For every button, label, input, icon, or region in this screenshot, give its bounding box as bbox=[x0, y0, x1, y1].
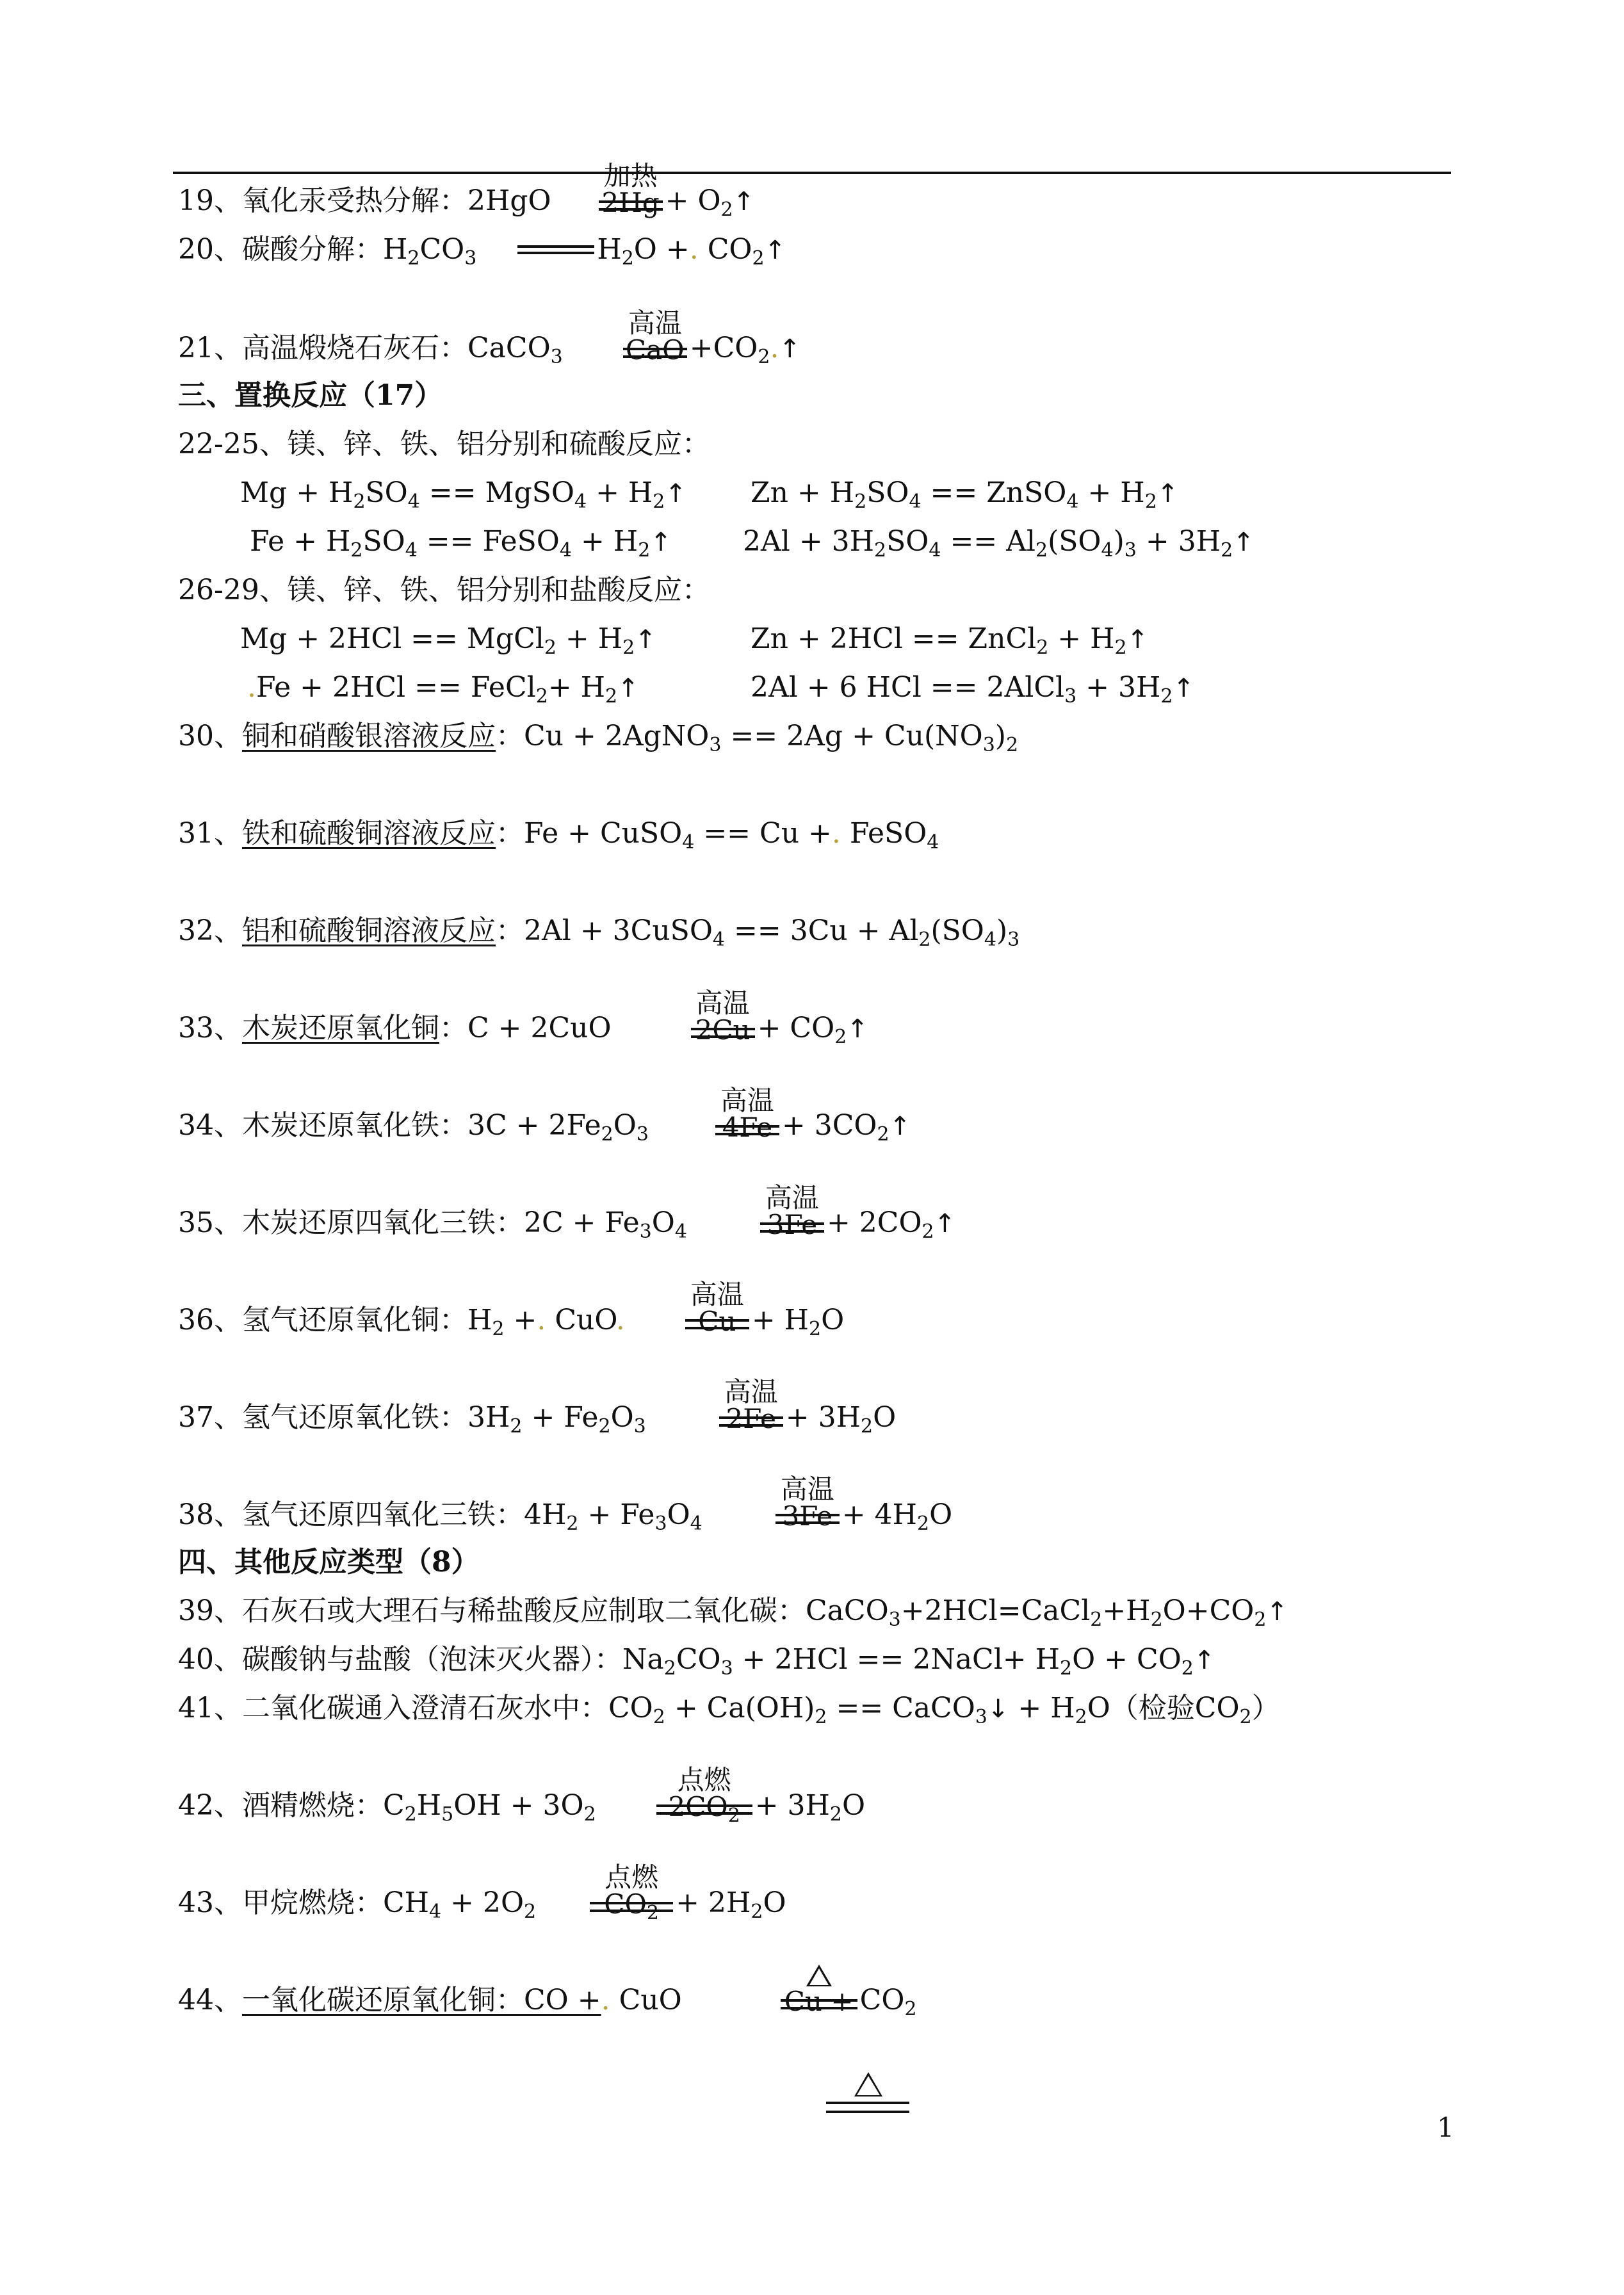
up-arrow-icon: ↑ bbox=[934, 1209, 956, 1238]
up-arrow-icon: ↑ bbox=[635, 625, 656, 654]
reaction-name: 铜和硝酸银溶液反应 bbox=[242, 720, 496, 752]
up-arrow-icon: ↑ bbox=[1173, 674, 1194, 703]
reaction-name: 二氧化碳通入澄清石灰水中： bbox=[242, 1692, 608, 1724]
reaction-29: 2Al + 6 HCl == 2AlCl$_3$ + $3H_2↑$ bbox=[751, 671, 1194, 708]
reaction-name: 氢气还原四氧化三铁： bbox=[242, 1498, 524, 1531]
reaction-name: 甲烷燃烧： bbox=[242, 1886, 383, 1919]
reaction-31: 31、铁和硫酸铜溶液反应：Fe + CuSO$_4$ == Cu +. FeSO$_4$ bbox=[178, 817, 939, 854]
condition-label: 点燃 bbox=[677, 1764, 731, 1796]
reaction-name: 氢气还原氧化铁： bbox=[242, 1401, 467, 1434]
reaction-20: 20、碳酸分解：$H_2CO_3$ $H_2O$ +. $CO_2↑$ bbox=[178, 231, 786, 269]
up-arrow-icon: ↑ bbox=[1126, 625, 1149, 654]
up-arrow-icon: ↑ bbox=[650, 528, 672, 557]
reaction-name: 木炭还原四氧化三铁： bbox=[242, 1206, 524, 1239]
reaction-name: 铁和硫酸铜溶液反应 bbox=[242, 817, 496, 850]
section-heading-4: 四、其他反应类型（8） bbox=[178, 1546, 480, 1578]
reaction-26: Mg + 2HCl == MgCl$_2$ + $H_2↑$ bbox=[240, 622, 656, 659]
condition-label: 高温 bbox=[720, 1085, 774, 1116]
reaction-32: 32、铝和硫酸铜溶液反应：2Al + 3CuSO$_4$ == $3Cu + Al_2(SO_4)_3$ bbox=[178, 914, 1020, 951]
up-arrow-icon: ↑ bbox=[617, 674, 639, 703]
reaction-name: 碳酸分解： bbox=[242, 233, 383, 266]
condition-equals: 点燃 $2CO_2$ bbox=[656, 1787, 752, 1825]
up-arrow-icon: ↑ bbox=[665, 479, 686, 508]
product-hg: 2Hg bbox=[601, 187, 660, 218]
reaction-34: 34、木炭还原氧化铁：$3C + 2Fe_2O_3$ 高温 4Fe + $3CO_2↑$ bbox=[178, 1085, 911, 1146]
reaction-25: $2Al + 3H_2SO_4 == Al_2(SO_4)_3$ + $3H_2↑$ bbox=[743, 525, 1255, 562]
down-arrow-icon: ↓ bbox=[987, 1694, 1009, 1724]
reaction-name-underlined: 一氧化碳还原氧化铜：CO + bbox=[242, 1984, 601, 2016]
up-arrow-icon: ↑ bbox=[1193, 1646, 1215, 1675]
reaction-24: $Fe + H_2SO_4$ == FeSO$_4$ + $H_2↑$ bbox=[250, 525, 672, 562]
condition-equals: 高温 Cu bbox=[685, 1301, 749, 1340]
up-arrow-icon: ↑ bbox=[1233, 528, 1255, 557]
reaction-name: 碳酸钠与盐酸（泡沫灭火器）： bbox=[242, 1643, 622, 1676]
section-heading-3: 三、置换反应（17） bbox=[178, 379, 443, 412]
reaction-35: 35、木炭还原四氧化三铁：$2C + Fe_3O_4$ 高温 3Fe + $2CO_2↑$ bbox=[178, 1182, 956, 1243]
up-arrow-icon: ↑ bbox=[764, 236, 786, 265]
reaction-name: 石灰石或大理石与稀盐酸反应制取二氧化碳： bbox=[242, 1594, 806, 1627]
reaction-name: 氢气还原氧化铜： bbox=[242, 1304, 467, 1336]
condition-label: 高温 bbox=[695, 987, 750, 1019]
reaction-name: 铝和硫酸铜溶液反应 bbox=[242, 914, 496, 947]
condition-equals bbox=[517, 231, 594, 270]
up-arrow-icon: ↑ bbox=[733, 187, 755, 216]
reaction-39: 39、石灰石或大理石与稀盐酸反应制取二氧化碳：$CaCO_3+2HCl=CaCl_2+H_2O+CO_2↑$ bbox=[178, 1594, 1288, 1631]
reaction-38: 38、氢气还原四氧化三铁：$4H_2 + Fe_3O_4$ 高温 3Fe + $4H_2O$ bbox=[178, 1473, 953, 1535]
reaction-33: 33、木炭还原氧化铜：C + 2CuO 高温 2Cu + $CO_2↑$ bbox=[178, 987, 868, 1048]
reaction-36: 36、氢气还原氧化铜：$H_2$ +. CuO. 高温 Cu + $H_2O$ bbox=[178, 1279, 845, 1340]
up-arrow-icon: ↑ bbox=[847, 1014, 868, 1044]
header-rule bbox=[173, 172, 1451, 174]
heat-condition-symbol bbox=[826, 2072, 909, 2123]
group-26-29-title: 26-29、镁、锌、铁、铝分别和盐酸反应： bbox=[178, 574, 710, 606]
reaction-40: 40、碳酸钠与盐酸（泡沫灭火器）：$Na_2CO_3 + 2HCl$ == 2NaCl+ $H_2O$ + $CO_2↑$ bbox=[178, 1643, 1215, 1680]
condition-label: 加热 bbox=[603, 160, 658, 191]
reaction-name: 木炭还原氧化铁： bbox=[242, 1109, 467, 1142]
group-22-25-title: 22-25、镁、锌、铁、铝分别和硫酸反应： bbox=[178, 428, 710, 460]
condition-label: 点燃 bbox=[605, 1861, 659, 1893]
reaction-43: 43、甲烷燃烧：$CH_4 + 2O_2$ 点燃 $CO_2$ + $2H_2O$ bbox=[178, 1861, 786, 1924]
condition-label: 高温 bbox=[628, 307, 682, 339]
condition-label: 高温 bbox=[765, 1182, 819, 1213]
condition-equals: 高温 CaO bbox=[623, 330, 687, 368]
up-arrow-icon: ↑ bbox=[1157, 479, 1179, 508]
reaction-30: 30、铜和硝酸银溶液反应：Cu + 2AgNO$_3$ == $2Ag + Cu(NO_3)_2$ bbox=[178, 720, 1019, 756]
up-arrow-icon: ↑ bbox=[779, 334, 800, 364]
reaction-37: 37、氢气还原氧化铁：$3H_2 + Fe_2O_3$ 高温 2Fe + $3H_2O$ bbox=[178, 1376, 897, 1438]
reaction-42: 42、酒精燃烧：$C_2H_5OH + 3O_2$ 点燃 $2CO_2$ + $3H_2O$ bbox=[178, 1764, 866, 1827]
reaction-27: Zn + 2HCl == ZnCl$_2$ + $H_2↑$ bbox=[751, 622, 1149, 659]
condition-equals: 高温 2Cu bbox=[691, 1010, 755, 1048]
reaction-28: .Fe + 2HCl == FeCl$_2$+ $H_2↑$ bbox=[247, 671, 639, 708]
condition-equals: 点燃 $CO_2$ bbox=[590, 1884, 673, 1922]
condition-label: 高温 bbox=[690, 1279, 744, 1310]
condition-equals bbox=[599, 160, 663, 221]
reaction-name: 氧化汞受热分解： bbox=[242, 184, 467, 217]
up-arrow-icon: ↑ bbox=[1266, 1597, 1288, 1626]
reaction-name: 木炭还原氧化铜 bbox=[242, 1012, 439, 1044]
reaction-23: $Zn + H_2SO_4$ == ZnSO$_4$ + $H_2↑$ bbox=[751, 476, 1179, 513]
condition-equals: 高温 3Fe bbox=[760, 1204, 824, 1243]
reaction-19: 19、氧化汞受热分解：2HgO 加热 2Hg + $O_2↑$ bbox=[178, 160, 755, 221]
products: + O bbox=[665, 184, 721, 217]
up-arrow-icon: ↑ bbox=[889, 1112, 911, 1141]
reaction-name: 高温煅烧石灰石： bbox=[242, 332, 467, 364]
page-number: 1 bbox=[1437, 2112, 1454, 2143]
reactants: 2HgO bbox=[467, 184, 551, 217]
reaction-41: 41、二氧化碳通入澄清石灰水中：$CO_2 + Ca(OH)_2$ == CaCO$_3$↓ + $H_2O$（检验$CO_2$） bbox=[178, 1692, 1280, 1728]
condition-equals: 高温 3Fe bbox=[775, 1496, 840, 1534]
reaction-name: 酒精燃烧： bbox=[242, 1789, 383, 1822]
condition-label: 高温 bbox=[780, 1473, 834, 1505]
reaction-number: 19、 bbox=[178, 184, 242, 217]
reaction-21: 21、高温煅烧石灰石：CaCO$_3$ 高温 CaO $+CO_2.↑$ bbox=[178, 307, 800, 368]
condition-heat: Cu + bbox=[781, 1981, 857, 2020]
reaction-22: $Mg + H_2SO_4$ == MgSO$_4$ + $H_2↑$ bbox=[240, 476, 686, 513]
condition-equals: 高温 2Fe bbox=[719, 1399, 783, 1437]
condition-equals: 高温 4Fe bbox=[715, 1107, 779, 1146]
condition-label: 高温 bbox=[724, 1376, 778, 1407]
reaction-44: 44、一氧化碳还原氧化铜：CO +. CuO Cu + $CO_2$ bbox=[178, 1981, 917, 2020]
